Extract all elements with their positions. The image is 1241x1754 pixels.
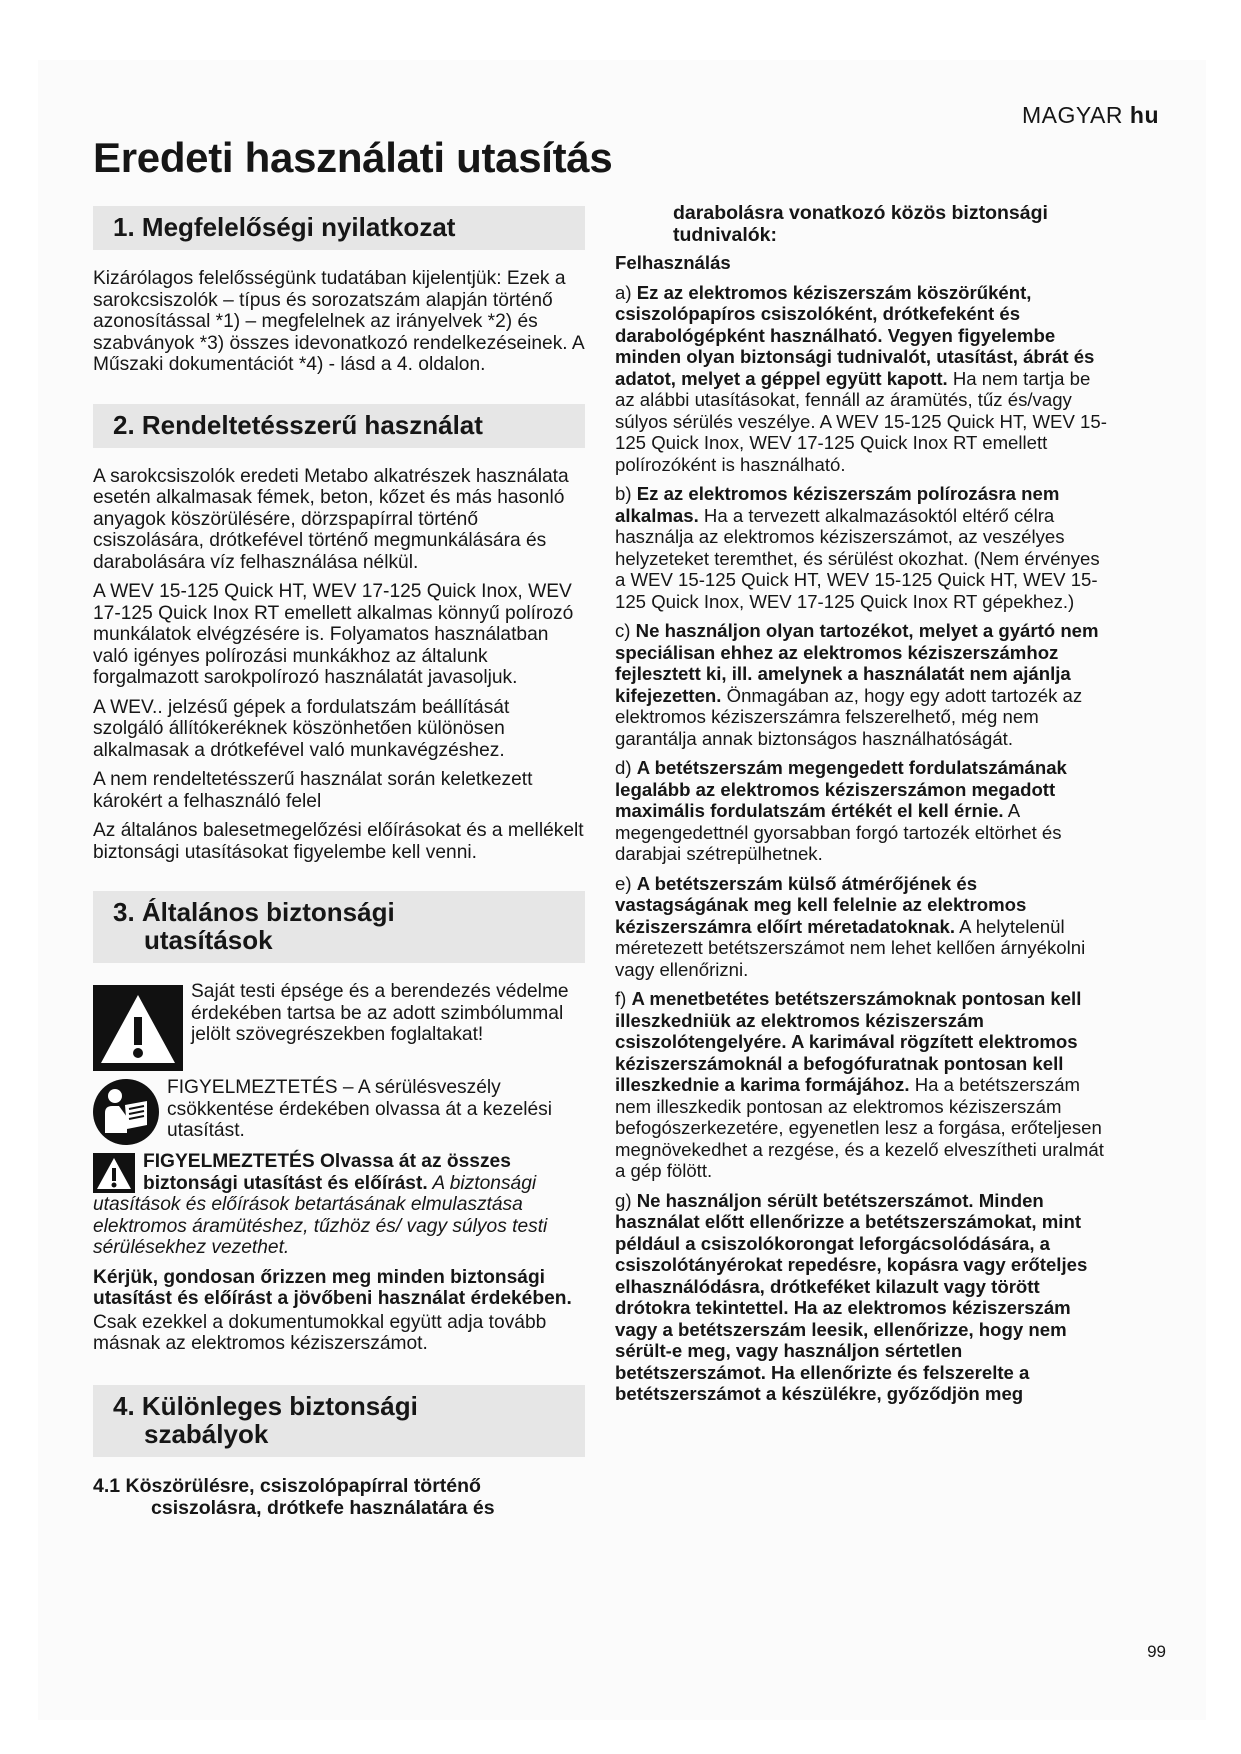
document-title: Eredeti használati utasítás [93, 134, 613, 181]
section-4-heading: 4. Különleges biztonsági szabályok [93, 1385, 585, 1457]
felhasznalas-heading: Felhasználás [615, 252, 731, 273]
general-warning-block [93, 1151, 585, 1259]
general-warning-italic: A biztonsági utasítások és előírások betartásának elmulasztása elektromos áramütéshez, tűzhöz és/ vagy súlyos testi sérülésekhez vezethet. [93, 1172, 548, 1258]
keep-instructions-bold: Kérjük, gondosan őrizzen meg minden biztonsági utasítást és előírást a jövőbeni használat érdekében. [93, 1266, 572, 1309]
keep-instructions-text: Csak ezekkel a dokumentumokkal együtt adja tovább másnak az elektromos kéziszerszámot. [93, 1311, 547, 1354]
section-2-p4: A nem rendeltetésszerű használat során keletkezett károkért a felhasználó felel [93, 769, 533, 812]
section-2-p2: A WEV 15-125 Quick HT, WEV 17-125 Quick Inox, WEV 17-125 Quick Inox RT emellett alkalmas könnyű polírozó munkálatok elvégzésére is. Folyamatos használatban való igényes polírozási munkákhoz az általunk forgalmazott sarokpolírozó használatát javasoljuk. [93, 581, 574, 688]
read-manual-text: FIGYELMEZTETÉS – A sérülésveszély csökkentése érdekében olvassa át a kezelési utasítást. [167, 1077, 553, 1141]
symbol-warning-text: Saját testi épsége és a berendezés védelme érdekében tartsa be az adott szimbólummal jelölt szövegrészekben foglaltakat! [191, 981, 569, 1045]
section-2-p3: A WEV.. jelzésű gépek a fordulatszám beállítását szolgáló állítókeréknek köszönhetően különösen alkalmasak a drótkefével való munkavégzéshez. [93, 696, 510, 761]
language-label: MAGYAR hu [1022, 102, 1159, 128]
read-manual-icon [93, 1079, 159, 1145]
item-d: d) A betétszerszám megengedett fordulatszámának legalább az elektromos kéziszerszámon megadott maximális fordulatszám értékét el kell érnie. A megengedettnél gyorsabban forgó tartozék eltörhet és darabjai szétrepülhetnek. [615, 757, 1067, 864]
section-2-heading: 2. Rendeltetésszerű használat [93, 404, 585, 448]
section-3-heading: 3. Általános biztonsági utasítások [93, 891, 585, 963]
item-c: c) Ne használjon olyan tartozékot, melyet a gyártó nem speciálisan ehhez az elektromos kéziszerszámhoz fejlesztett ki, ill. amelynek a használatát nem ajánlja kifejezetten. Önmagában az, hogy egy adott tartozék az elektromos kéziszerszámra felszerelhető, még nem garantálja annak biztonságos használhatóságát. [615, 620, 1099, 749]
page-number: 99 [1147, 1642, 1166, 1661]
item-e: e) A betétszerszám külső átmérőjének és vastagságának meg kell felelnie az elektromos kéziszerszámra előírt méretadatoknak. A helytelenül méretezett betétszerszámot nem lehet kellően árnyékolni vagy ellenőrizni. [615, 872, 1086, 980]
section-1-heading: 1. Megfelelőségi nyilatkozat [93, 206, 585, 250]
item-f: f) A menetbetétes betétszerszámoknak pontosan kell illeszkedniük az elektromos kéziszerszám csiszolótengelyére. A karimával rögzített elektromos kéziszerszámoknál a befogófuratnak pontosan kell illeszkednie a karima formájához. Ha a betétszerszám nem illeszkedik pontosan az elektromos kéziszerszám befogószerkezetére, egyenetlen lesz a forgása, erőteljesen megnövekedhet a rezgése, és a kezelő elveszítheti uralmát a gép fölött. [615, 988, 1104, 1181]
section-1-text: Kizárólagos felelősségünk tudatában kijelentjük: Ezek a sarokcsiszolók – típus és sorozatszám alapján történő azonosítással *1) – megfelelnek az irányelvek *2) és szabványok *3) összes idevonatkozó rendelkezéseinek. A Műszaki dokumentációt *4) - lásd a 4. oldalon. [93, 268, 584, 375]
symbol-warning-row [93, 981, 585, 1071]
left-column [93, 206, 585, 1519]
right-column [615, 202, 1115, 1413]
item-g: g) Ne használjon sérült betétszerszámot. Minden használat előtt ellenőrizze a betétszerszámokat, mint például a csiszolókorongat leforgácsolódására, a csiszolótányérokat repedésre, kopásra vagy erőteljes elhasználódásra, drótkeféket kilazult vagy törött drótokra tekintettel. Ha az elektromos kéziszerszám vagy a betétszerszám leesik, ellenőrizze, hogy nem sérült-e meg, vagy használjon sértetlen betétszerszámot. Ha ellenőrizte és felszerelte a betétszerszámot a készülékre, győződjön meg [615, 1189, 1088, 1404]
item-a: a) Ez az elektromos kéziszerszám köszörűként, csiszolópapíros csiszolóként, drótkefeként és darabológépként használható. Vegyen figyelembe minden olyan biztonsági tudnivalót, utasítást, ábrát és adatot, melyet a géppel együtt kapott. Ha nem tartja be az alábbi utasításokat, fennáll az áramütés, tűz és/vagy súlyos sérülés veszélye. A WEV 15-125 Quick HT, WEV 15-125 Quick Inox, WEV 17-125 Quick Inox RT emellett polírozóként is használható. [615, 281, 1107, 475]
section-4-1-heading-continued: darabolásra vonatkozó közös biztonsági tudnivalók: [673, 202, 1048, 246]
item-b: b) Ez az elektromos kéziszerszám polírozásra nem alkalmas. Ha a tervezett alkalmazásoktól eltérő célra használja az elektromos kéziszerszámot, az veszélyes helyzeteket teremthet, és sérülést okozhat. (Nem érvényes a WEV 15-125 Quick HT, WEV 15-125 Quick HT, WEV 15-125 Quick Inox, WEV 17-125 Quick Inox RT gépekhez.) [615, 483, 1100, 612]
section-2-p5: Az általános balesetmegelőzési előírásokat és a mellékelt biztonsági utasításokat figyelembe kell venni. [93, 820, 584, 863]
warning-triangle-small-icon [93, 1153, 135, 1193]
read-manual-row [93, 1077, 585, 1145]
section-2-p1: A sarokcsiszolók eredeti Metabo alkatrészek használata esetén alkalmasak fémek, beton, kőzet és más hasonló anyagok köszörülésére, dörzspapírral történő csiszolására, drótkefével történő megmunkálására és darabolására víz felhasználása nélkül. [93, 465, 569, 573]
warning-triangle-icon [93, 985, 183, 1071]
section-4-1-heading: 4.1 Köszörülésre, csiszolópapírral történő csiszolásra, drótkefe használatára és [93, 1474, 495, 1519]
general-warning-bold: FIGYELMEZTETÉS Olvassa át az összes biztonsági utasítást és előírást. [143, 1151, 511, 1194]
